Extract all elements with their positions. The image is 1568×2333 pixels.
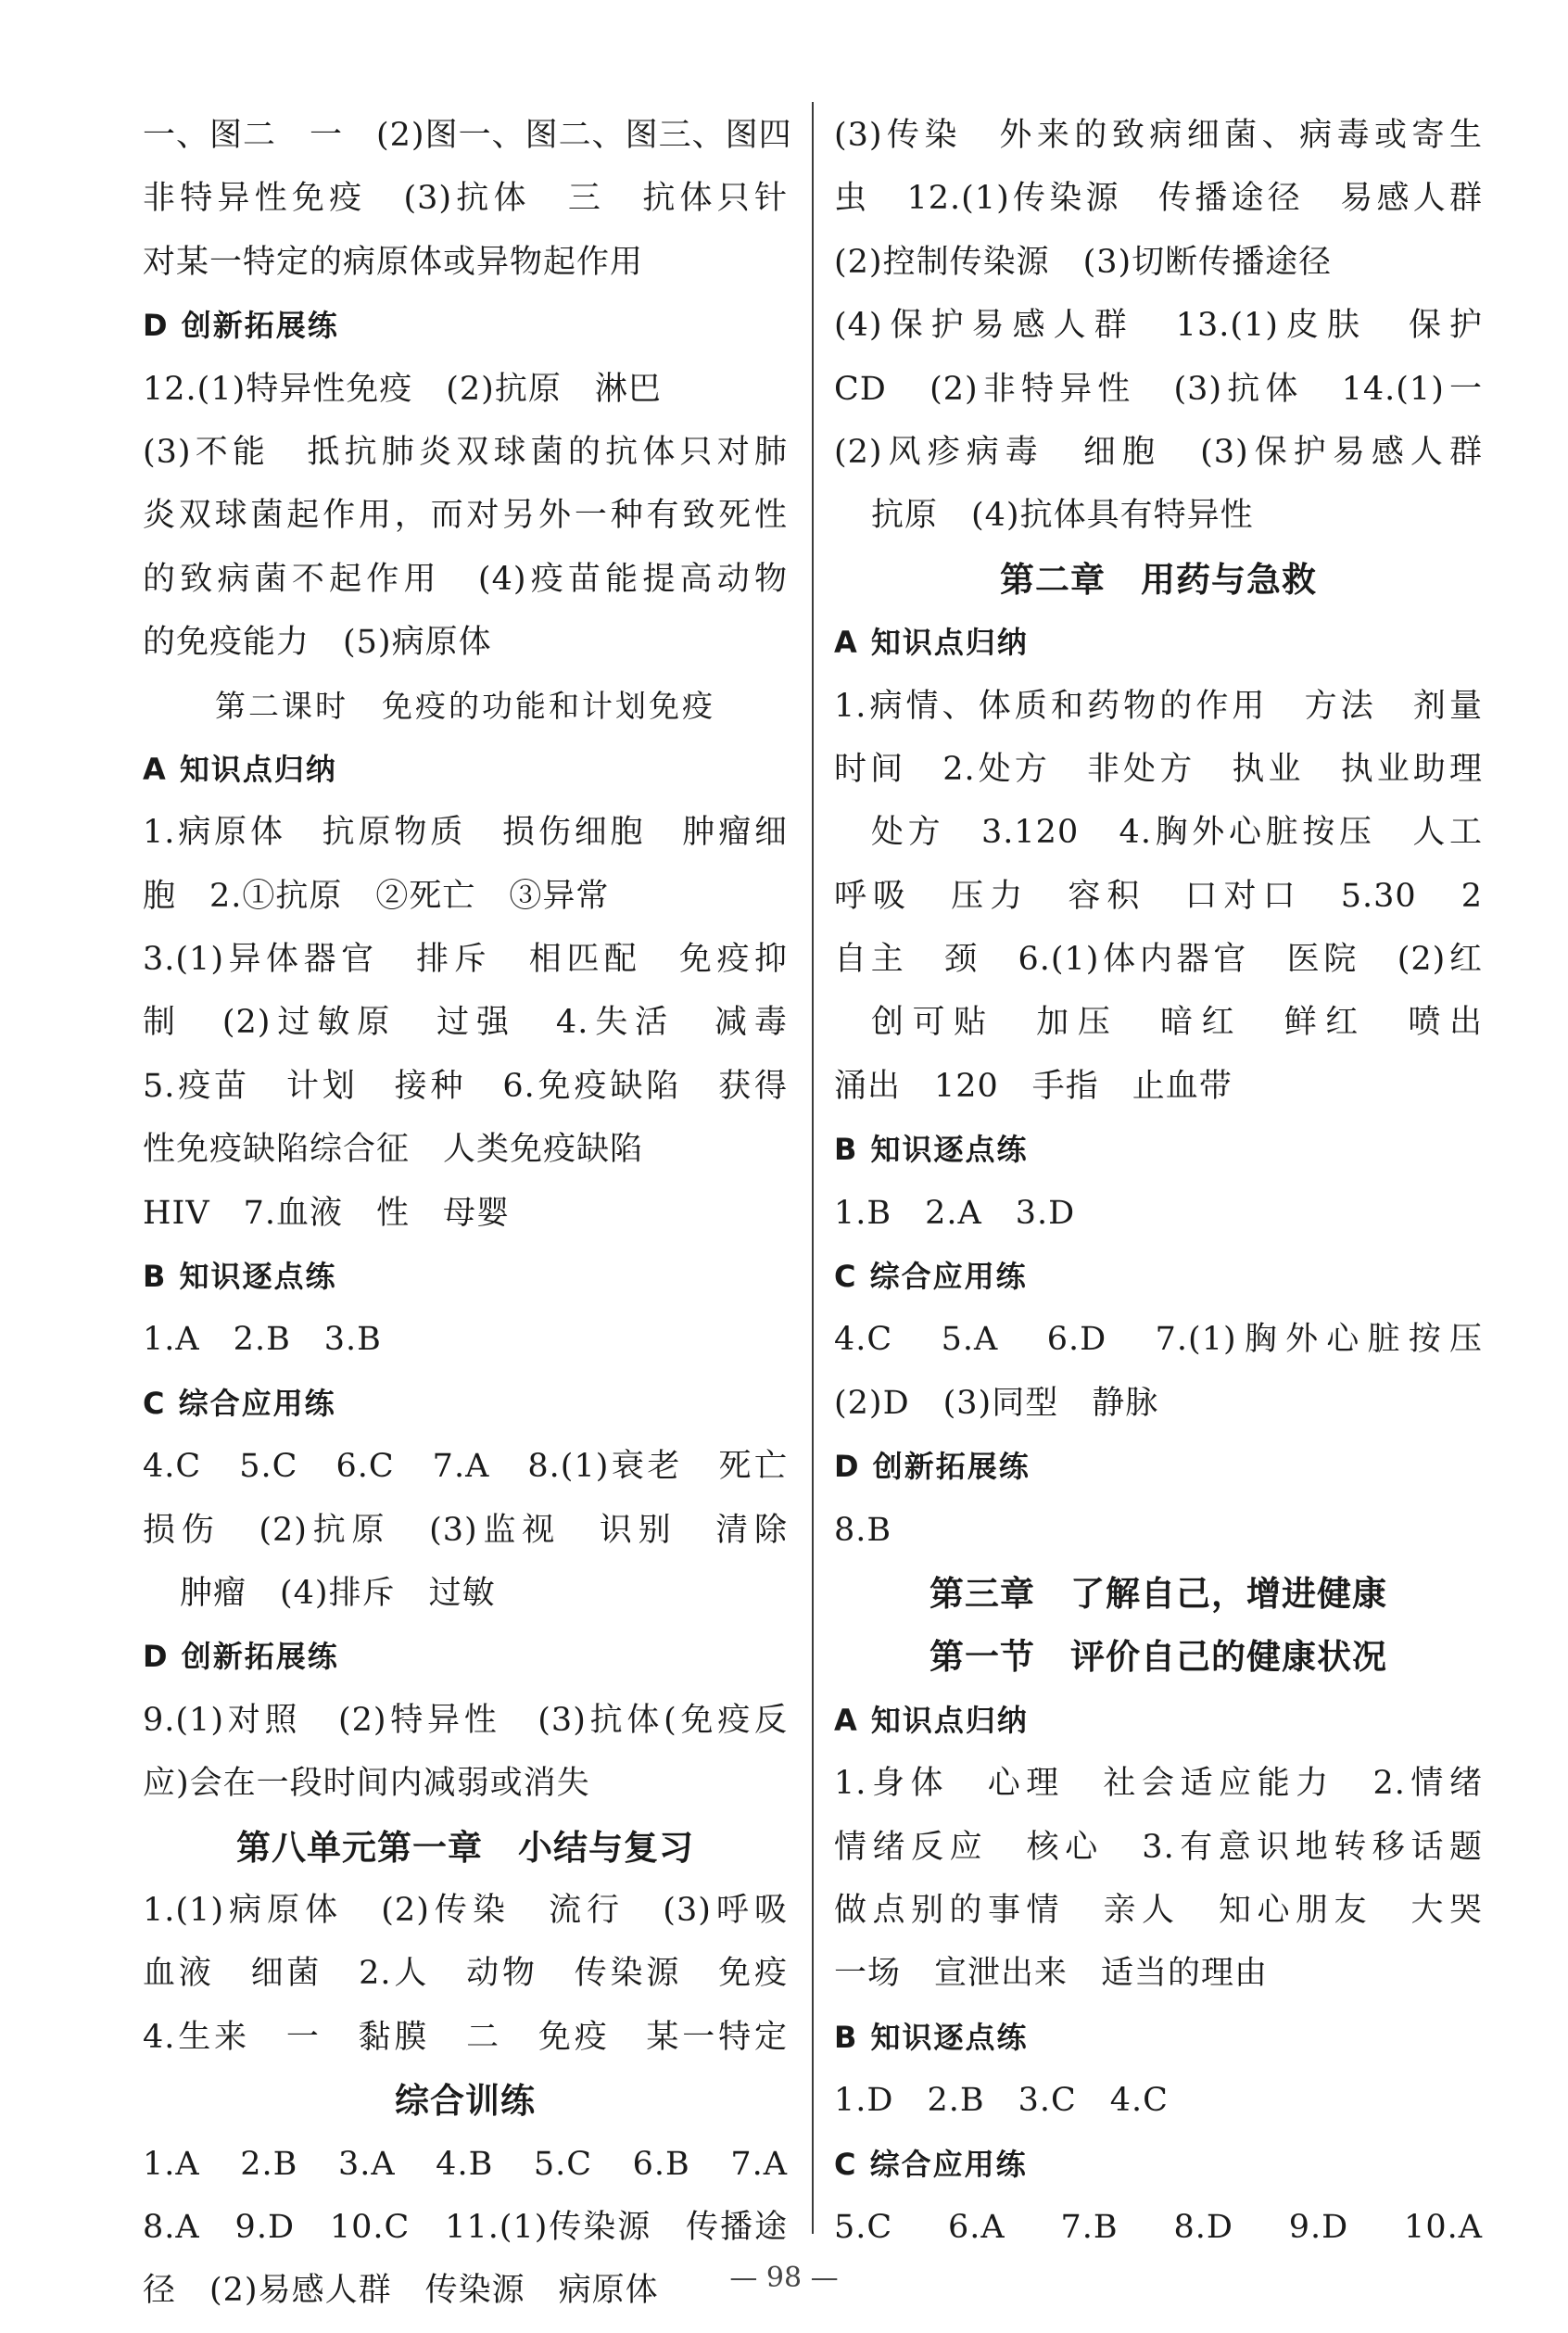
chapter-title: 综合训练 (395, 2080, 536, 2122)
answer-line: 做点别的事情 亲人 知心朋友 大哭 (834, 1891, 1483, 1929)
section-heading: D 创新拓展练 (143, 308, 339, 344)
answer-line: 5.C 6.A 7.B 8.D 9.D 10.A (834, 2208, 1483, 2246)
answer-line: 应)会在一段时间内减弱或消失 (143, 1765, 590, 1803)
answer-line: 8.A 9.D 10.C 11.(1)传染源 传播途 (143, 2208, 788, 2246)
answer-line: 4.C 5.C 6.C 7.A 8.(1)衰老 死亡 (143, 1448, 788, 1486)
answer-line: 一场 宣泄出来 适当的理由 (834, 1955, 1269, 1993)
section-heading: C 综合应用练 (834, 2146, 1028, 2182)
answer-line: 呼吸 压力 容积 口对口 5.30 2 (834, 877, 1483, 915)
answer-line: 1.B 2.A 3.D (834, 1194, 1076, 1232)
answer-line: 4.C 5.A 6.D 7.(1)胸外心脏按压 (834, 1321, 1483, 1359)
answer-line: 处方 3.120 4.胸外心脏按压 人工 (871, 814, 1483, 852)
chapter-title: 第二章 用药与急救 (1000, 558, 1317, 600)
answer-line: 3.(1)异体器官 排斥 相匹配 免疫抑 (143, 941, 788, 979)
answer-line: 一、图二 一 (2)图一、图二、图三、图四 (143, 117, 792, 154)
section-heading: D 创新拓展练 (143, 1639, 339, 1675)
section-heading: C 综合应用练 (834, 1259, 1028, 1295)
answer-line: (2)控制传染源 (3)切断传播途径 (834, 243, 1333, 281)
answer-line: 1.(1)病原体 (2)传染 流行 (3)呼吸 (143, 1891, 788, 1929)
answer-line: 胞 2.①抗原 ②死亡 ③异常 (143, 877, 610, 915)
answer-line: 抗原 (4)抗体具有特异性 (871, 497, 1254, 535)
answer-line: 1.A 2.B 3.B (143, 1321, 382, 1359)
section-heading: C 综合应用练 (143, 1385, 336, 1421)
answer-line: 1.病原体 抗原物质 损伤细胞 肿瘤细 (143, 814, 788, 852)
answer-line: 自主 颈 6.(1)体内器官 医院 (2)红 (834, 941, 1483, 979)
answer-line: 9.(1)对照 (2)特异性 (3)抗体(免疫反 (143, 1701, 788, 1739)
answer-line: 4.生来 一 黏膜 二 免疫 某一特定 (143, 2018, 788, 2056)
answer-line: 的免疫能力 (5)病原体 (143, 624, 492, 662)
lesson-title: 第二课时 免疫的功能和计划免疫 (215, 687, 715, 724)
answer-line: 1.A 2.B 3.A 4.B 5.C 6.B 7.A (143, 2145, 788, 2183)
left-column (143, 104, 792, 2323)
answer-line: 肿瘤 (4)排斥 过敏 (180, 1574, 496, 1612)
answer-line: 径 (2)易感人群 传染源 病原体 (143, 2272, 659, 2310)
answer-line: 血液 细菌 2.人 动物 传染源 免疫 (143, 1955, 788, 1993)
section-heading: B 知识逐点练 (834, 2019, 1029, 2055)
answer-line: (3)传染 外来的致病细菌、病毒或寄生 (834, 117, 1483, 154)
column-divider (812, 102, 814, 2234)
answer-line: 性免疫缺陷综合征 人类免疫缺陷 (143, 1131, 644, 1169)
answer-line: 损伤 (2)抗原 (3)监视 识别 清除 (143, 1511, 788, 1549)
answer-line: (3)不能 抵抗肺炎双球菌的抗体只对肺 (143, 433, 788, 471)
answer-line: 对某一特定的病原体或异物起作用 (143, 243, 644, 281)
answer-line: 12.(1)特异性免疫 (2)抗原 淋巴 (143, 370, 662, 408)
page-number: — 98 — (729, 2262, 839, 2294)
answer-line: 非特异性免疫 (3)抗体 三 抗体只针 (143, 180, 788, 218)
section-heading: D 创新拓展练 (834, 1449, 1031, 1485)
answer-line: 制 (2)过敏原 过强 4.失活 减毒 (143, 1004, 788, 1042)
section-heading: B 知识逐点练 (834, 1132, 1029, 1168)
answer-line: (4)保护易感人群 13.(1)皮肤 保护 (834, 307, 1483, 345)
answer-line: HIV 7.血液 性 母婴 (143, 1194, 511, 1232)
section-heading: A 知识点归纳 (834, 1702, 1029, 1738)
answer-line: 8.B (834, 1511, 892, 1549)
answer-line: (2)D (3)同型 静脉 (834, 1384, 1159, 1422)
answer-line: 虫 12.(1)传染源 传播途径 易感人群 (834, 180, 1483, 218)
answer-line: 5.疫苗 计划 接种 6.免疫缺陷 获得 (143, 1067, 788, 1105)
section-heading: A 知识点归纳 (143, 751, 337, 787)
section-heading: A 知识点归纳 (834, 625, 1029, 661)
answer-line: 涌出 120 手指 止血带 (834, 1067, 1233, 1105)
chapter-title: 第一节 评价自己的健康状况 (929, 1636, 1387, 1678)
answer-line: 创可贴 加压 暗红 鲜红 喷出 (871, 1004, 1483, 1042)
answer-line: 1.病情、体质和药物的作用 方法 剂量 (834, 687, 1483, 725)
answer-line: 的致病菌不起作用 (4)疫苗能提高动物 (143, 560, 788, 598)
answer-line: (2)风疹病毒 细胞 (3)保护易感人群 (834, 433, 1483, 471)
answer-line: 时间 2.处方 非处方 执业 执业助理 (834, 750, 1483, 788)
answer-line: 炎双球菌起作用，而对另外一种有致死性 (143, 497, 788, 535)
answer-line: CD (2)非特异性 (3)抗体 14.(1)一 (834, 370, 1483, 408)
answer-line: 1.身体 心理 社会适应能力 2.情绪 (834, 1765, 1483, 1803)
chapter-title: 第三章 了解自己，增进健康 (929, 1572, 1387, 1614)
right-column (834, 104, 1483, 2259)
answer-line: 情绪反应 核心 3.有意识地转移话题 (834, 1828, 1483, 1866)
answer-line: 1.D 2.B 3.C 4.C (834, 2082, 1169, 2120)
chapter-title: 第八单元第一章 小结与复习 (236, 1826, 694, 1868)
section-heading: B 知识逐点练 (143, 1259, 337, 1295)
